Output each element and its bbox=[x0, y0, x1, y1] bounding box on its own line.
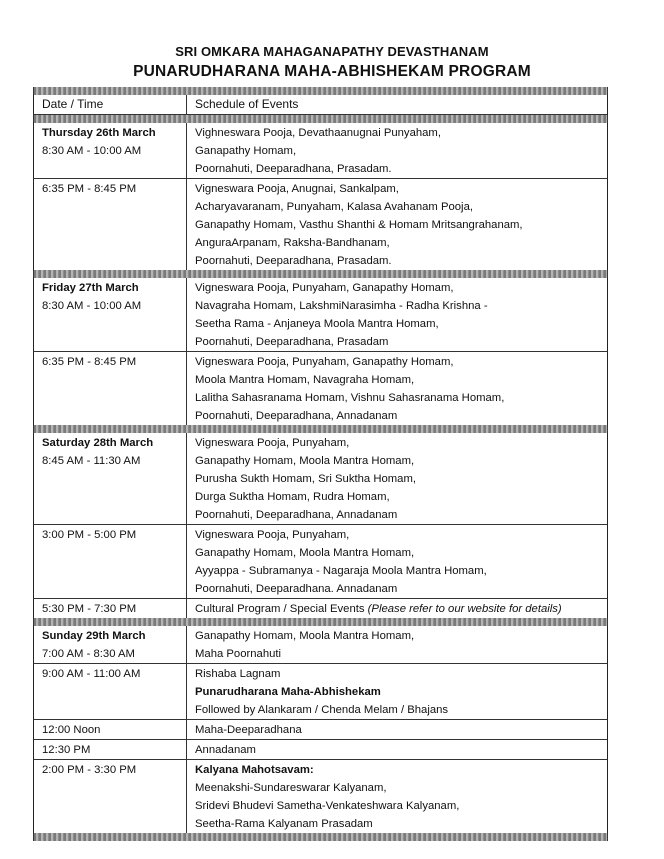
event-line: Vigneswara Pooja, Punyaham, bbox=[195, 437, 350, 449]
event-line: Meenakshi-Sundareswarar Kalyanam, bbox=[195, 782, 387, 794]
schedule-row bbox=[33, 760, 608, 833]
event-line: Ganapathy Homam, Moola Mantra Homam, bbox=[195, 630, 415, 642]
time-range: 8:30 AM - 10:00 AM bbox=[42, 300, 142, 312]
table-header bbox=[33, 95, 608, 115]
event-text: Cultural Program / Special Events bbox=[195, 603, 365, 615]
event-line: Vigneswara Pooja, Punyaham, Ganapathy Homam, bbox=[195, 282, 454, 294]
time-range: 3:00 PM - 5:00 PM bbox=[42, 529, 137, 541]
events-cell bbox=[187, 626, 607, 663]
schedule-row bbox=[33, 433, 608, 525]
events-cell bbox=[187, 740, 607, 759]
time-range: 8:30 AM - 10:00 AM bbox=[42, 145, 142, 157]
time-range: 5:30 PM - 7:30 PM bbox=[42, 603, 137, 615]
event-line: Sridevi Bhudevi Sametha-Venkateshwara Kalyanam, bbox=[195, 800, 460, 812]
day-label: Saturday 28th March bbox=[42, 437, 154, 449]
time-range: 6:35 PM - 8:45 PM bbox=[42, 183, 137, 195]
time-cell bbox=[34, 626, 187, 663]
time-cell bbox=[34, 664, 187, 719]
time-cell bbox=[34, 720, 187, 739]
event-line: Poornahuti, Deeparadhana, Prasadam bbox=[195, 336, 389, 348]
schedule-table bbox=[33, 87, 608, 841]
website-note: (Please refer to our website for details) bbox=[367, 603, 562, 615]
schedule-row bbox=[33, 123, 608, 179]
header-date-time: Date / Time bbox=[34, 95, 187, 114]
day-separator bbox=[33, 270, 608, 278]
event-line: Poornahuti, Deeparadhana. Annadanam bbox=[195, 583, 398, 595]
event-line: Rishaba Lagnam bbox=[195, 668, 281, 680]
event-line: Navagraha Homam, LakshmiNarasimha - Radha Krishna - bbox=[195, 300, 488, 312]
schedule-row bbox=[33, 179, 608, 270]
events-cell bbox=[187, 760, 607, 833]
event-line: Lalitha Sahasranama Homam, Vishnu Sahasranama Homam, bbox=[195, 392, 505, 404]
schedule-row bbox=[33, 740, 608, 760]
program-title: PUNARUDHARANA MAHA-ABHISHEKAM PROGRAM bbox=[133, 63, 531, 80]
day-label: Thursday 26th March bbox=[42, 127, 156, 139]
event-line: Vigneswara Pooja, Punyaham, Ganapathy Homam, bbox=[195, 356, 454, 368]
events-cell bbox=[187, 720, 607, 739]
time-cell bbox=[34, 599, 187, 618]
event-line: Poornahuti, Deeparadhana, Prasadam. bbox=[195, 163, 392, 175]
time-cell bbox=[34, 740, 187, 759]
event-line: Acharyavaranam, Punyaham, Kalasa Avahanam Pooja, bbox=[195, 201, 473, 213]
event-line: AnguraArpanam, Raksha-Bandhanam, bbox=[195, 237, 390, 249]
table-border bbox=[33, 87, 608, 95]
time-range: 2:00 PM - 3:30 PM bbox=[42, 764, 137, 776]
event-line: Followed by Alankaram / Chenda Melam / Bhajans bbox=[195, 704, 449, 716]
events-cell bbox=[187, 352, 607, 425]
time-range: 12:30 PM bbox=[42, 744, 91, 756]
event-line: Ayyappa - Subramanya - Nagaraja Moola Mantra Homam, bbox=[195, 565, 487, 577]
event-line: Ganapathy Homam, bbox=[195, 145, 297, 157]
day-separator bbox=[33, 425, 608, 433]
event-line: Ganapathy Homam, Moola Mantra Homam, bbox=[195, 455, 415, 467]
events-cell bbox=[187, 179, 607, 270]
event-line: Vigneswara Pooja, Anugnai, Sankalpam, bbox=[195, 183, 399, 195]
events-cell bbox=[187, 525, 607, 598]
event-line: Vighneswara Pooja, Devathaanugnai Punyaham, bbox=[195, 127, 441, 139]
time-range: 6:35 PM - 8:45 PM bbox=[42, 356, 137, 368]
day-label: Friday 27th March bbox=[42, 282, 139, 294]
events-cell bbox=[187, 123, 607, 178]
event-line bbox=[195, 600, 607, 618]
event-line: Poornahuti, Deeparadhana, Annadanam bbox=[195, 410, 398, 422]
time-cell bbox=[34, 278, 187, 351]
event-line: Maha-Deeparadhana bbox=[195, 724, 302, 736]
day-separator bbox=[33, 618, 608, 626]
event-line: Vigneswara Pooja, Punyaham, bbox=[195, 529, 350, 541]
day-separator bbox=[33, 115, 608, 123]
time-range: 12:00 Noon bbox=[42, 724, 101, 736]
event-line: Purusha Sukth Homam, Sri Suktha Homam, bbox=[195, 473, 417, 485]
event-line: Durga Suktha Homam, Rudra Homam, bbox=[195, 491, 390, 503]
header-schedule: Schedule of Events bbox=[195, 97, 299, 111]
schedule-row bbox=[33, 278, 608, 352]
time-cell bbox=[34, 179, 187, 270]
time-cell bbox=[34, 123, 187, 178]
time-cell bbox=[34, 433, 187, 524]
events-cell bbox=[187, 664, 607, 719]
event-line: Moola Mantra Homam, Navagraha Homam, bbox=[195, 374, 415, 386]
schedule-row bbox=[33, 525, 608, 599]
events-cell bbox=[187, 278, 607, 351]
event-highlight: Kalyana Mahotsavam: bbox=[195, 764, 314, 776]
schedule-row bbox=[33, 720, 608, 740]
events-cell bbox=[187, 599, 607, 618]
table-border bbox=[33, 833, 608, 841]
event-line: Seetha Rama - Anjaneya Moola Mantra Homam, bbox=[195, 318, 439, 330]
event-line: Poornahuti, Deeparadhana, Annadanam bbox=[195, 509, 398, 521]
schedule-row bbox=[33, 599, 608, 618]
schedule-row bbox=[33, 664, 608, 720]
day-label: Sunday 29th March bbox=[42, 630, 146, 642]
organization-name: SRI OMKARA MAHAGANAPATHY DEVASTHANAM bbox=[175, 44, 489, 59]
schedule-row bbox=[33, 626, 608, 664]
time-cell bbox=[34, 525, 187, 598]
event-line: Poornahuti, Deeparadhana, Prasadam. bbox=[195, 255, 392, 267]
time-range: 9:00 AM - 11:00 AM bbox=[42, 668, 141, 680]
event-line: Seetha-Rama Kalyanam Prasadam bbox=[195, 818, 373, 830]
event-line: Maha Poornahuti bbox=[195, 648, 282, 660]
time-cell bbox=[34, 352, 187, 425]
event-line: Ganapathy Homam, Moola Mantra Homam, bbox=[195, 547, 415, 559]
time-cell bbox=[34, 760, 187, 833]
event-highlight: Punarudharana Maha-Abhishekam bbox=[195, 686, 381, 698]
schedule-row bbox=[33, 352, 608, 425]
time-range: 8:45 AM - 11:30 AM bbox=[42, 455, 141, 467]
events-cell bbox=[187, 433, 607, 524]
event-line: Ganapathy Homam, Vasthu Shanthi & Homam Mritsangrahanam, bbox=[195, 219, 523, 231]
time-range: 7:00 AM - 8:30 AM bbox=[42, 648, 135, 660]
event-line: Annadanam bbox=[195, 744, 256, 756]
